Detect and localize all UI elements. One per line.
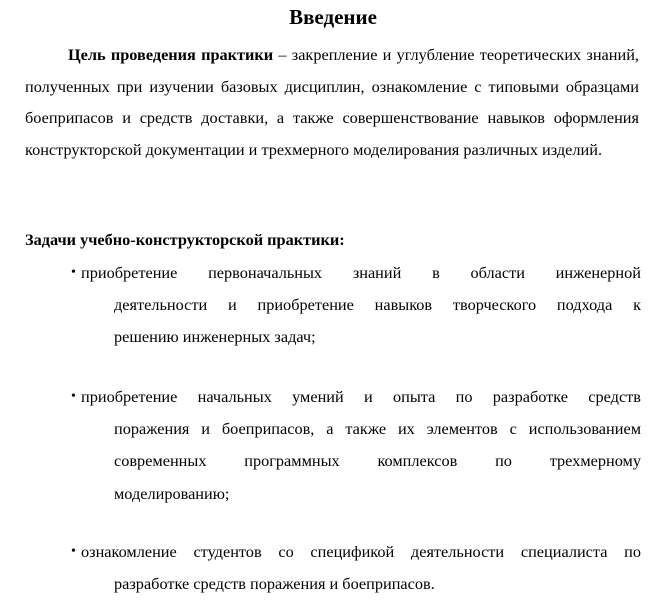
task-line: моделированию; xyxy=(114,483,230,503)
task-line: решению инженерных задач; xyxy=(114,327,316,347)
task-line: разработке средств поражения и боеприпасов. xyxy=(114,574,435,594)
bullet-icon: • xyxy=(71,265,76,280)
document-title: Введение xyxy=(289,5,377,29)
intro-text: – закрепление и углубление теоретических знаний, полученных при изучении базовых дисциплин, ознакомление с типовыми образцами боеприпасов и средств доставки, а также совершенствование навыков оформления конструкторской документации и трехмерного моделирования различных изделий. xyxy=(25,45,639,159)
tasks-heading: Задачи учебно-конструкторской практики: xyxy=(25,230,345,249)
intro-paragraph xyxy=(25,39,639,165)
task-line: приобретение начальных умений и опыта по разработке средств xyxy=(81,387,641,406)
task-item xyxy=(71,536,641,600)
task-line: ознакомление студентов со спецификой деятельности специалиста по xyxy=(81,542,641,561)
task-line: приобретение первоначальных знаний в области инженерной xyxy=(81,263,641,282)
task-item xyxy=(71,381,641,510)
bullet-icon: • xyxy=(71,544,76,559)
task-line: деятельности и приобретение навыков творческого подхода к xyxy=(114,295,641,315)
task-line: современных программных комплексов по трехмерному xyxy=(114,451,641,471)
task-line: поражения и боеприпасов, а также их элементов с использованием xyxy=(114,419,641,439)
task-item xyxy=(71,257,641,354)
bullet-icon: • xyxy=(71,389,76,404)
intro-lead-bold: Цель проведения практики xyxy=(68,45,274,64)
